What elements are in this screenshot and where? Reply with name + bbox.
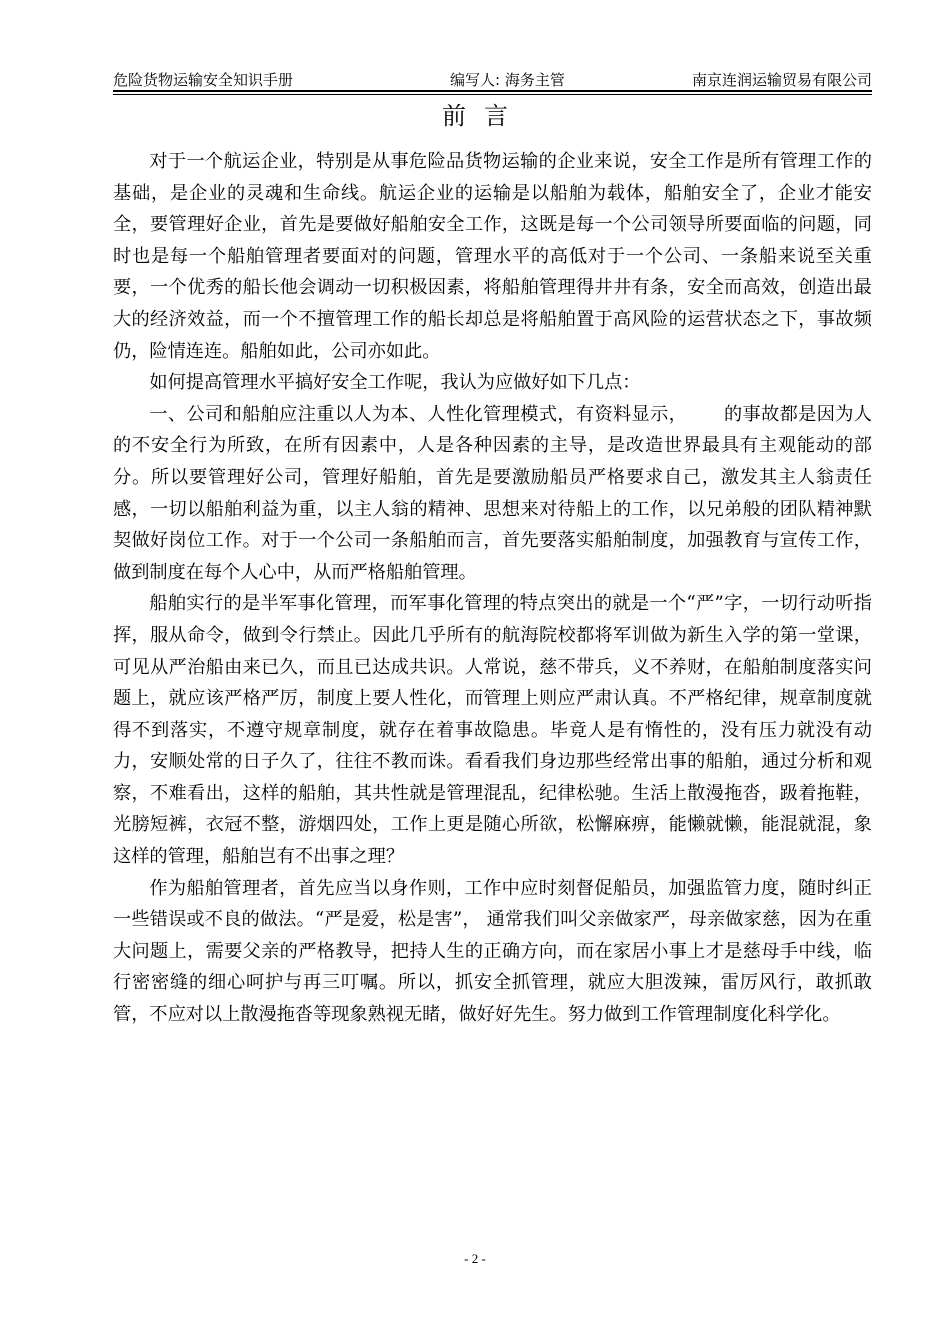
body-text: [113, 146, 872, 1031]
header-company: 南京连润运输贸易有限公司: [691, 71, 872, 89]
header-rule-thick: [113, 90, 872, 92]
paragraph: 作为船舶管理者，首先应当以身作则，工作中应时刻督促船员，加强监管力度，随时纠正一些错误或不良的做法。“严是爱，松是害”， 通常我们叫父亲做家严，母亲做家慈，因为在重大问题上，需要父亲的严格教导，把持人生的正确方向，而在家居小事上才是慈母手中线，临行密密缝的细心呵护与再三叮嘱。所以，抓安全抓管理，就应大胆泼辣，雷厉风行，敢抓敢管，不应对以上散漫拖沓等现象熟视无睹，做好好先生。努力做到工作管理制度化科学化。: [113, 877, 872, 1026]
paragraph: 船舶实行的是半军事化管理，而军事化管理的特点突出的就是一个“严”字，一切行动听指挥，服从命令，做到令行禁止。因此几乎所有的航海院校都将军训做为新生入学的第一堂课，可见从严治船由来已久，而且已达成共识。人常说，慈不带兵，义不养财，在船舶制度落实问题上，就应该严格严厉，制度上要人性化，而管理上则应严肃认真。不严格纪律，规章制度就得不到落实，不遵守规章制度，就存在着事故隐患。毕竟人是有惰性的，没有压力就没有动力，安顺处常的日子久了，往往不教而诛。看看我们身边那些经常出事的船舶，通过分析和观察，不难看出，这样的船舶，其共性就是管理混乱，纪律松驰。生活上散漫拖沓，趿着拖鞋，光膀短裤，衣冠不整，游烟四处，工作上更是随心所欲，松懈麻痹，能懒就懒，能混就混，象这样的管理，船舶岂有不出事之理？: [113, 593, 872, 868]
page-title: 前言: [442, 102, 526, 130]
header-author: 编写人: 海务主管: [450, 71, 565, 89]
paragraph: 对于一个航运企业，特别是从事危险品货物运输的企业来说，安全工作是所有管理工作的基础，是企业的灵魂和生命线。航运企业的运输是以船舶为载体，船舶安全了，企业才能安全，要管理好企业，首先是要做好船舶安全工作，这既是每一个公司领导所要面临的问题，同时也是每一个船舶管理者要面对的问题，管理水平的高低对于一个公司、一条船来说至关重要，一个优秀的船长他会调动一切积极因素，将船舶管理得井井有条，安全而高效，创造出最大的经济效益，而一个不擅管理工作的船长却总是将船舶置于高风险的运营状态之下，事故频仍，险情连连。船舶如此，公司亦如此。: [113, 151, 872, 362]
page-header: [113, 69, 872, 91]
header-rule-thin: [113, 94, 872, 95]
paragraph: 一、公司和船舶应注重以人为本、人性化管理模式，有资料显示， 的事故都是因为人的不安全行为所致，在所有因素中，人是各种因素的主导，是改造世界最具有主观能动的部分。所以要管理好公司，管理好船舶，首先是要激励船员严格要求自己，激发其主人翁责任感，一切以船舶利益为重，以主人翁的精神、思想来对待船上的工作，以兄弟般的团队精神默契做好岗位工作。对于一个公司一条船舶而言，首先要落实船舶制度，加强教育与宣传工作，做到制度在每个人心中，从而严格船舶管理。: [113, 403, 872, 583]
page-number: - 2 -: [464, 1251, 486, 1266]
header-manual-title: 危险货物运输安全知识手册: [113, 71, 294, 89]
paragraph: 如何提高管理水平搞好安全工作呢，我认为应做好如下几点：: [149, 372, 641, 394]
